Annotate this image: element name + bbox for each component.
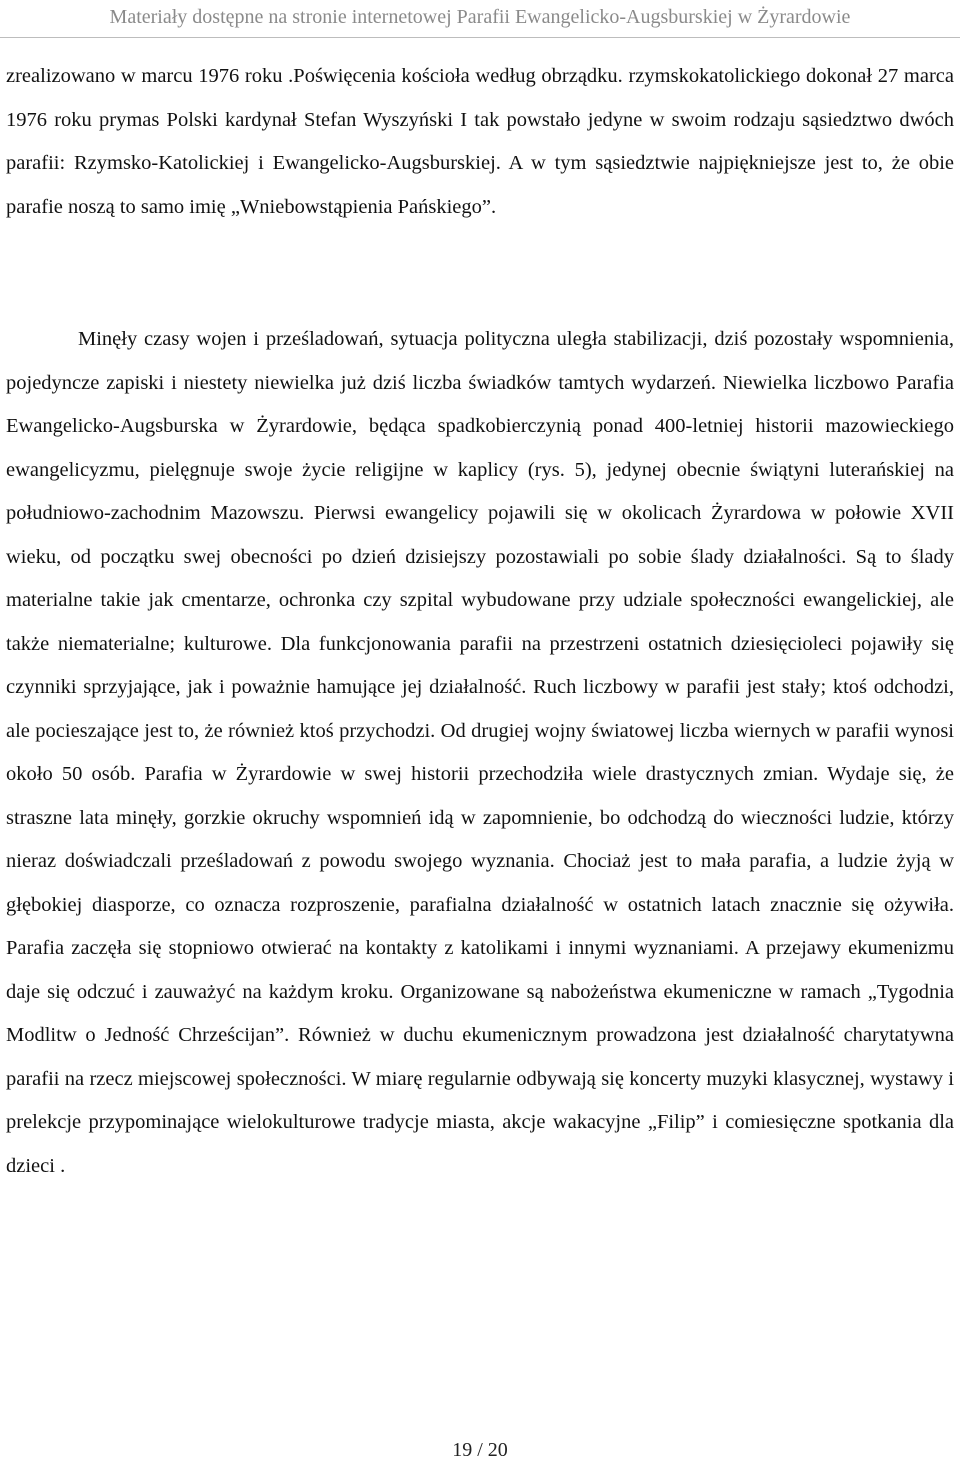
paragraph-1: zrealizowano w marcu 1976 roku .Poświęcenia kościoła według obrządku. rzymskokatolickiego dokonał 27 marca 1976 roku prymas Polski kardynał Stefan Wyszyński I tak powstało jedyne w swoim rodzaju sąsiedztwo dwóch parafii: Rzymsko-Katolickiej i Ewangelicko-Augsburskiej. A w tym sąsiedztwie najpiękniejsze jest to, że obie parafie noszą to samo imię „Wniebowstąpienia Pańskiego”. — [6, 65, 954, 218]
header-divider — [0, 37, 960, 38]
paragraph-2: Minęły czasy wojen i prześladowań, sytuacja polityczna uległa stabilizacji, dziś pozostały wspomnienia, pojedyncze zapiski i niestety niewielka już dziś liczba świadków tamtych wydarzeń. Niewielka liczbowo Parafia Ewangelicko-Augsburska w Żyrardowie, będąca spadkobierczynią ponad 400-letniej historii mazowieckiego ewangelicyzmu, pielęgnuje swoje życie religijne w kaplicy (rys. 5), jedynej obecnie świątyni luterańskiej na południowo-zachodnim Mazowszu. Pierwsi ewangelicy pojawili się w okolicach Żyrardowa w połowie XVII wieku, od początku swej obecności po dzień dzisiejszy pozostawiali po sobie ślady działalności. Są to ślady materialne takie jak cmentarze, ochronka czy szpital wybudowane przy udziale społeczności ewangelickiej, ale także niematerialne; kulturowe. Dla funkcjonowania parafii na przestrzeni ostatnich dziesięcioleci pojawiły się czynniki sprzyjające, jak i poważnie hamujące jej działalność. Ruch liczbowy w parafii jest stały; ktoś odchodzi, ale pocieszające jest to, że również ktoś przychodzi. Od drugiej wojny światowej liczba wiernych w parafii wynosi około 50 osób. Parafia w Żyrardowie w swej historii przechodziła wiele drastycznych zmian. Wydaje się, że straszne lata minęły, gorzkie okruchy wspomnień idą w zapomnienie, bo odchodzą do wieczności ludzie, którzy nieraz doświadczali prześladowań z powodu swojego wyznania. Chociaż jest to mała parafia, a ludzie żyją w głębokiej diasporze, co oznacza rozproszenie, parafialna działalność w ostatnich latach znacznie się ożywiła. Parafia zaczęła się stopniowo otwierać na kontakty z katolikami i innymi wyznaniami. A przejawy ekumenizmu daje się odczuć i zauważyć na każdym kroku. Organizowane są nabożeństwa ekumeniczne w ramach „Tygodnia Modlitw o Jedność Chrześcijan”. Również w duchu ekumenicznym prowadzona jest działalność charytatywna parafii na rzecz miejscowej społeczności. W miarę regularnie odbywają się koncerty muzyki klasycznej, wystawy i prelekcje przypominające wielokulturowe tradycje miasta, akcje wakacyjne „Filip” i comiesięczne spotkania dla dzieci . — [6, 328, 954, 1177]
page-number: 19 / 20 — [452, 1439, 508, 1461]
page-header: Materiały dostępne na stronie internetowej Parafii Ewangelicko-Augsburskiej w Żyrardowie — [109, 6, 851, 28]
